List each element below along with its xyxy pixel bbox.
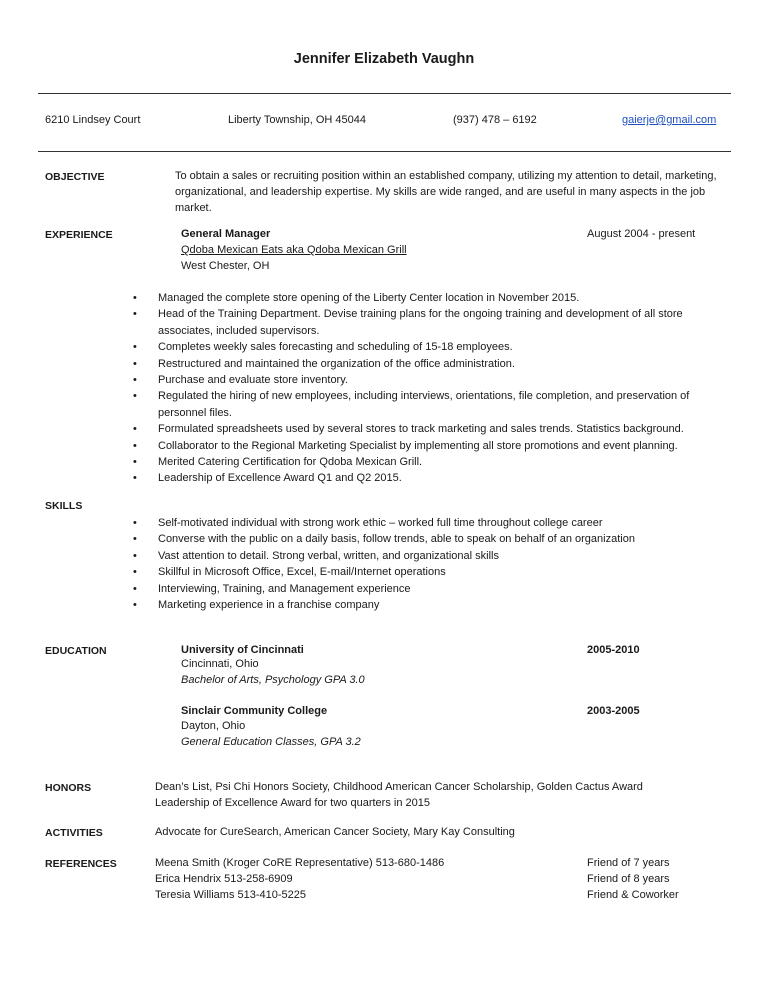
objective-label: OBJECTIVE: [45, 171, 105, 183]
honors-line: Dean’s List, Psi Chi Honors Society, Childhood American Cancer Scholarship, Golden Cactus Award: [155, 781, 643, 793]
reference-name: Erica Hendrix 513-258-6909: [155, 873, 293, 885]
skills-bullet-list: [133, 515, 733, 613]
header-top-divider: [38, 93, 731, 94]
job-location: West Chester, OH: [181, 260, 270, 272]
reference-name: Teresia Williams 513-410-5225: [155, 889, 307, 901]
contact-city: Liberty Township, OH 45044: [228, 114, 366, 126]
contact-phone: (937) 478 – 6192: [453, 114, 537, 126]
experience-bullet: • Regulated the hiring of new employees, including interviews, orientations, file completion, and preservation of personnel files.: [133, 388, 733, 421]
skills-label: SKILLS: [45, 500, 83, 512]
reference-relation: Friend of 8 years: [587, 873, 670, 885]
reference-name: Meena Smith (Kroger CoRE Representative) 513-680-1486: [155, 857, 445, 869]
resume-name: Jennifer Elizabeth Vaughn: [293, 51, 475, 67]
experience-bullet: • Collaborator to the Regional Marketing Specialist by implementing all store promotions and event planning.: [133, 438, 733, 454]
education-label: EDUCATION: [45, 645, 107, 657]
references-label: REFERENCES: [45, 858, 117, 870]
experience-label: EXPERIENCE: [45, 229, 113, 241]
experience-bullet: • Head of the Training Department. Devise training plans for the ongoing training and development of all store associates, included supervisors.: [133, 306, 733, 339]
school-degree: General Education Classes, GPA 3.2: [181, 736, 361, 748]
contact-email-link[interactable]: gaierje@gmail.com: [622, 114, 717, 126]
experience-bullet: • Merited Catering Certification for Qdoba Mexican Grill.: [133, 454, 733, 470]
experience-bullet: • Formulated spreadsheets used by several stores to track marketing and sales trends. Statistics background.: [133, 421, 733, 437]
skill-bullet: • Interviewing, Training, and Management experience: [133, 581, 733, 597]
experience-bullet: • Managed the complete store opening of the Liberty Center location in November 2015.: [133, 290, 733, 306]
skill-bullet: • Vast attention to detail. Strong verbal, written, and organizational skills: [133, 548, 733, 564]
skill-bullet: • Converse with the public on a daily basis, follow trends, able to speak on behalf of an organization: [133, 531, 733, 547]
experience-bullet: • Restructured and maintained the organization of the office administration.: [133, 356, 733, 372]
reference-relation: Friend & Coworker: [587, 889, 679, 901]
skill-bullet: • Self-motivated individual with strong work ethic – worked full time throughout college career: [133, 515, 733, 531]
school-location: Cincinnati, Ohio: [181, 658, 259, 670]
experience-bullet: • Purchase and evaluate store inventory.: [133, 372, 733, 388]
header-bottom-divider: [38, 151, 731, 152]
school-degree: Bachelor of Arts, Psychology GPA 3.0: [181, 674, 365, 686]
school-years: 2003-2005: [587, 705, 640, 717]
contact-address: 6210 Lindsey Court: [45, 114, 141, 126]
experience-bullet: • Leadership of Excellence Award Q1 and Q2 2015.: [133, 470, 733, 486]
reference-relation: Friend of 7 years: [587, 857, 670, 869]
job-company: Qdoba Mexican Eats aka Qdoba Mexican Grill: [181, 244, 407, 256]
school-location: Dayton, Ohio: [181, 720, 246, 732]
skill-bullet: • Marketing experience in a franchise company: [133, 597, 733, 613]
experience-bullet-list: [133, 290, 733, 487]
activities-text: Advocate for CureSearch, American Cancer Society, Mary Kay Consulting: [155, 826, 515, 838]
school-years: 2005-2010: [587, 644, 640, 656]
job-title: General Manager: [181, 228, 271, 240]
skill-bullet: • Skillful in Microsoft Office, Excel, E-mail/Internet operations: [133, 564, 733, 580]
honors-label: HONORS: [45, 782, 92, 794]
objective-text: To obtain a sales or recruiting position within an established company, utilizing my attention to detail, marketing, organizational, and leadership expertise. My skills are wide ranged, and are useful in many aspects in the job market.: [175, 170, 717, 214]
honors-line: Leadership of Excellence Award for two quarters in 2015: [155, 797, 430, 809]
activities-label: ACTIVITIES: [45, 827, 103, 839]
school-name: Sinclair Community College: [181, 705, 328, 717]
experience-bullet: • Completes weekly sales forecasting and scheduling of 15-18 employees.: [133, 339, 733, 355]
school-name: University of Cincinnati: [181, 644, 304, 656]
job-dates: August 2004 - present: [587, 228, 696, 240]
